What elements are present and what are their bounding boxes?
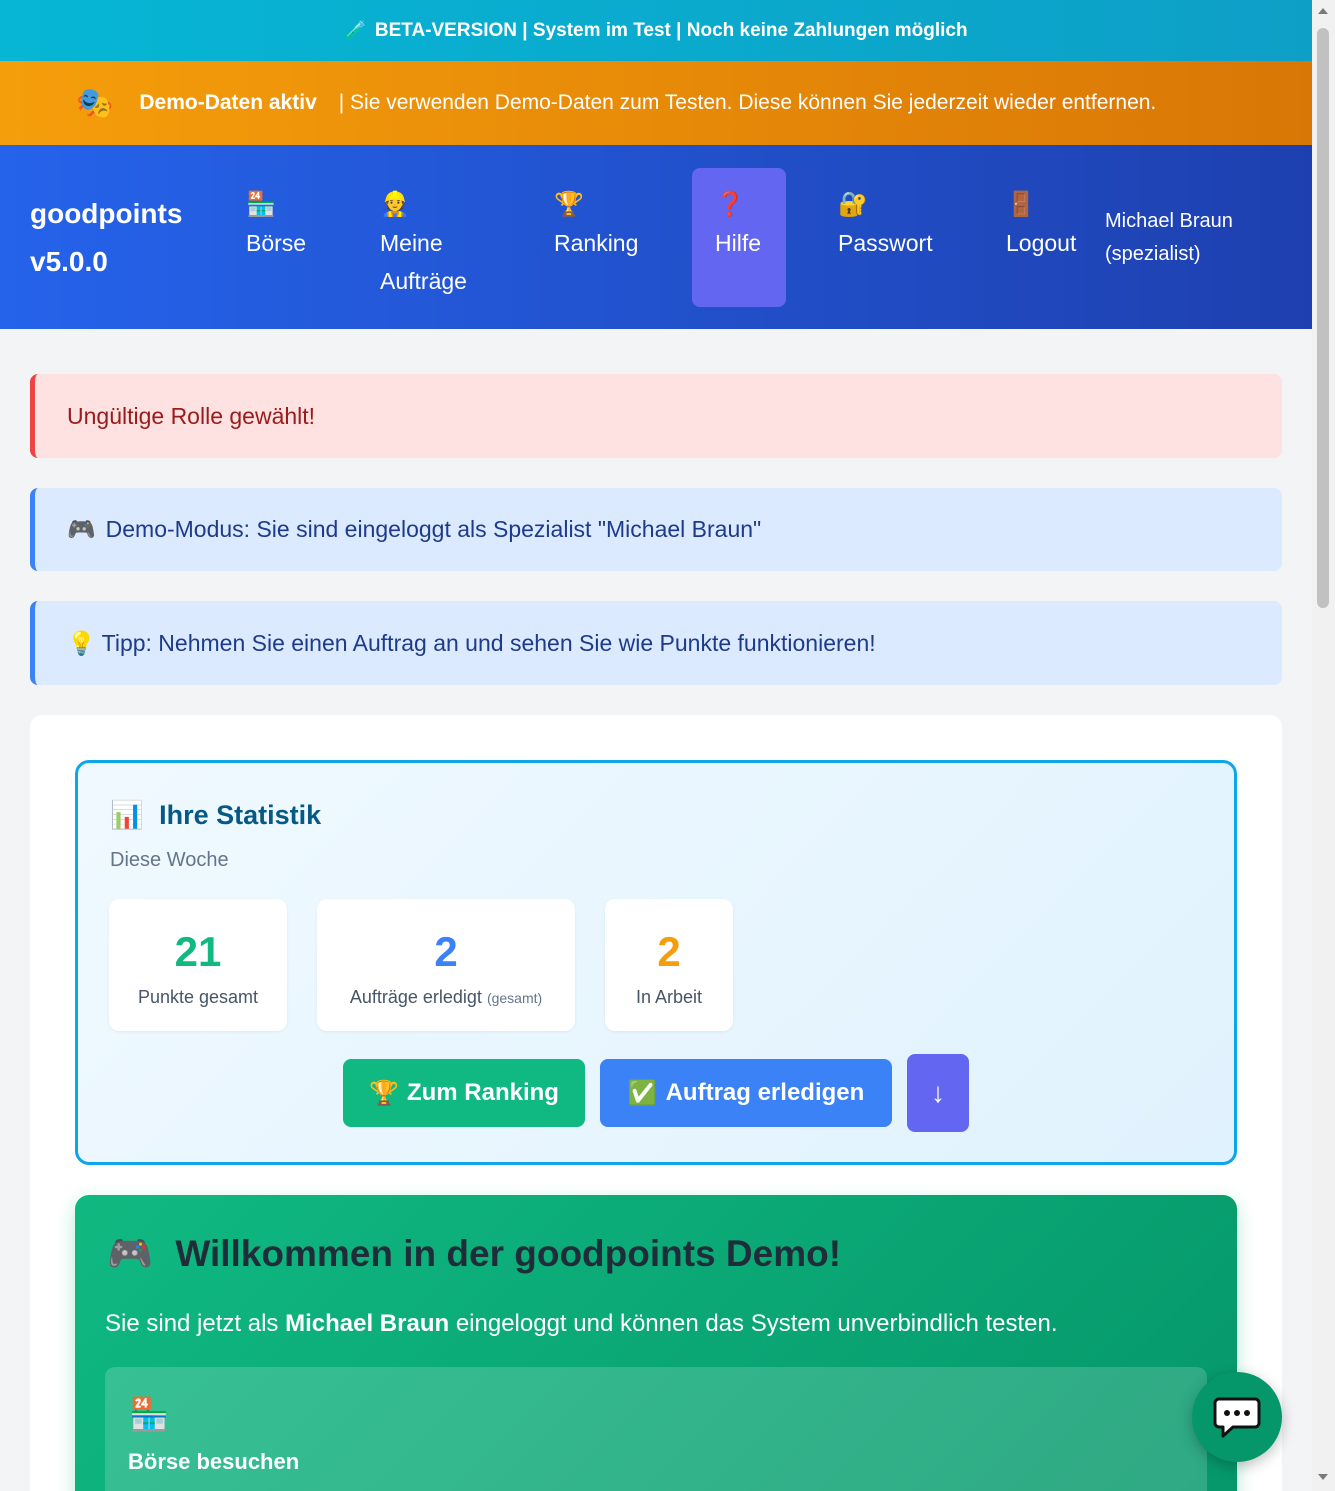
stats-subtitle: Diese Woche [110, 849, 229, 871]
demo-banner-title: Demo-Daten aktiv [139, 91, 317, 114]
stats-title-text: Ihre Statistik [159, 800, 322, 830]
error-alert [30, 374, 1282, 458]
scroll-down-arrow[interactable] [1318, 1474, 1328, 1480]
stat-in-progress-value: 2 [657, 928, 681, 975]
brand-version: v5.0.0 [30, 246, 108, 277]
nav-item-logout[interactable] [1006, 168, 1076, 307]
nav-item-passwort[interactable] [838, 168, 933, 307]
complete-order-button-label: Auftrag erledigen [665, 1079, 865, 1106]
door-icon: 🚪 [1006, 191, 1036, 218]
welcome-title-text: Willkommen in der goodpoints Demo! [175, 1233, 842, 1274]
scroll-up-arrow[interactable] [1318, 8, 1328, 14]
stat-completed-label [317, 987, 575, 1008]
error-alert-text: Ungültige Rolle gewählt! [67, 402, 316, 429]
nav-item-label: Passwort [838, 230, 933, 256]
store-icon: 🏪 [246, 191, 276, 218]
stats-title [110, 799, 321, 831]
lightbulb-icon: 💡 [67, 629, 96, 656]
tip-alert [30, 601, 1282, 685]
trophy-icon: 🏆 [369, 1079, 399, 1107]
nav-item-label: Börse [246, 230, 307, 256]
nav-item-meine-auftraege[interactable] [380, 168, 490, 307]
stat-points [109, 899, 287, 1031]
brand-name: goodpoints [30, 198, 183, 229]
trophy-icon: 🏆 [554, 191, 584, 218]
main-card [30, 715, 1282, 1491]
chat-bubble-icon [1213, 1395, 1261, 1439]
nav-item-label: Meine Aufträge [380, 230, 467, 294]
visit-boerse-label: Börse besuchen [128, 1449, 300, 1474]
ranking-button[interactable] [343, 1059, 585, 1127]
welcome-text-after: eingeloggt und können das System unverbindlich testen. [455, 1310, 1058, 1337]
page-scrollbar[interactable] [1312, 0, 1335, 1491]
nav-item-label: Hilfe [715, 230, 762, 256]
welcome-text [105, 1310, 1058, 1338]
gamepad-icon: 🎮 [67, 516, 96, 542]
user-info [1105, 205, 1233, 271]
stat-points-label: Punkte gesamt [137, 987, 259, 1007]
demo-data-banner [0, 61, 1312, 145]
beta-banner [0, 0, 1312, 61]
tip-alert-text: Tipp: Nehmen Sie einen Auftrag an und sehen Sie wie Punkte funktionieren! [101, 629, 876, 656]
stat-in-progress [605, 899, 733, 1031]
nav-item-ranking[interactable] [554, 168, 638, 307]
main-nav [0, 145, 1312, 329]
stats-panel [75, 760, 1237, 1165]
welcome-text-before: Sie sind jetzt als [105, 1310, 279, 1337]
store-icon: 🏪 [129, 1396, 169, 1432]
stat-points-value: 21 [174, 928, 222, 975]
lock-icon: 🔐 [838, 191, 868, 218]
nav-item-hilfe[interactable] [692, 168, 786, 307]
user-name: Michael Braun [1105, 210, 1233, 232]
brand[interactable] [30, 190, 182, 286]
scroll-down-button[interactable] [907, 1054, 969, 1132]
complete-order-button[interactable] [600, 1059, 892, 1127]
nav-item-label: Logout [1006, 230, 1077, 256]
visit-boerse-tile[interactable] [105, 1367, 1207, 1491]
welcome-panel [75, 1195, 1237, 1491]
user-role: (spezialist) [1105, 243, 1201, 265]
stat-completed-note: (gesamt) [486, 990, 543, 1006]
stat-completed-value: 2 [434, 928, 458, 975]
beta-banner-text: BETA-VERSION | System im Test | Noch keine Zahlungen möglich [374, 19, 968, 41]
stat-in-progress-label: In Arbeit [635, 987, 703, 1007]
demo-mode-alert-text: Demo-Modus: Sie sind eingeloggt als Spezialist "Michael Braun" [105, 516, 762, 542]
question-icon: ❓ [715, 191, 745, 218]
welcome-title [107, 1233, 841, 1276]
chat-button[interactable] [1192, 1372, 1282, 1462]
stat-completed-label-text: Aufträge erledigt [349, 987, 482, 1007]
ranking-button-label: Zum Ranking [406, 1079, 559, 1106]
scroll-thumb[interactable] [1317, 28, 1329, 608]
theater-mask-icon: 🎭 [76, 86, 114, 120]
demo-mode-alert [30, 488, 1282, 571]
arrow-down-icon: ↓ [931, 1077, 945, 1108]
test-tube-icon: 🧪 [344, 20, 367, 40]
stat-completed [317, 899, 575, 1031]
check-icon: ✅ [627, 1079, 658, 1107]
worker-icon: 👷 [380, 191, 410, 218]
nav-item-boerse[interactable] [246, 168, 306, 307]
nav-item-label: Ranking [554, 230, 639, 256]
bar-chart-icon: 📊 [110, 800, 144, 830]
gamepad-icon: 🎮 [107, 1233, 154, 1274]
welcome-user-name: Michael Braun [285, 1310, 450, 1337]
demo-banner-text: | Sie verwenden Demo-Daten zum Testen. Diese können Sie jederzeit wieder entfernen. [338, 91, 1157, 114]
